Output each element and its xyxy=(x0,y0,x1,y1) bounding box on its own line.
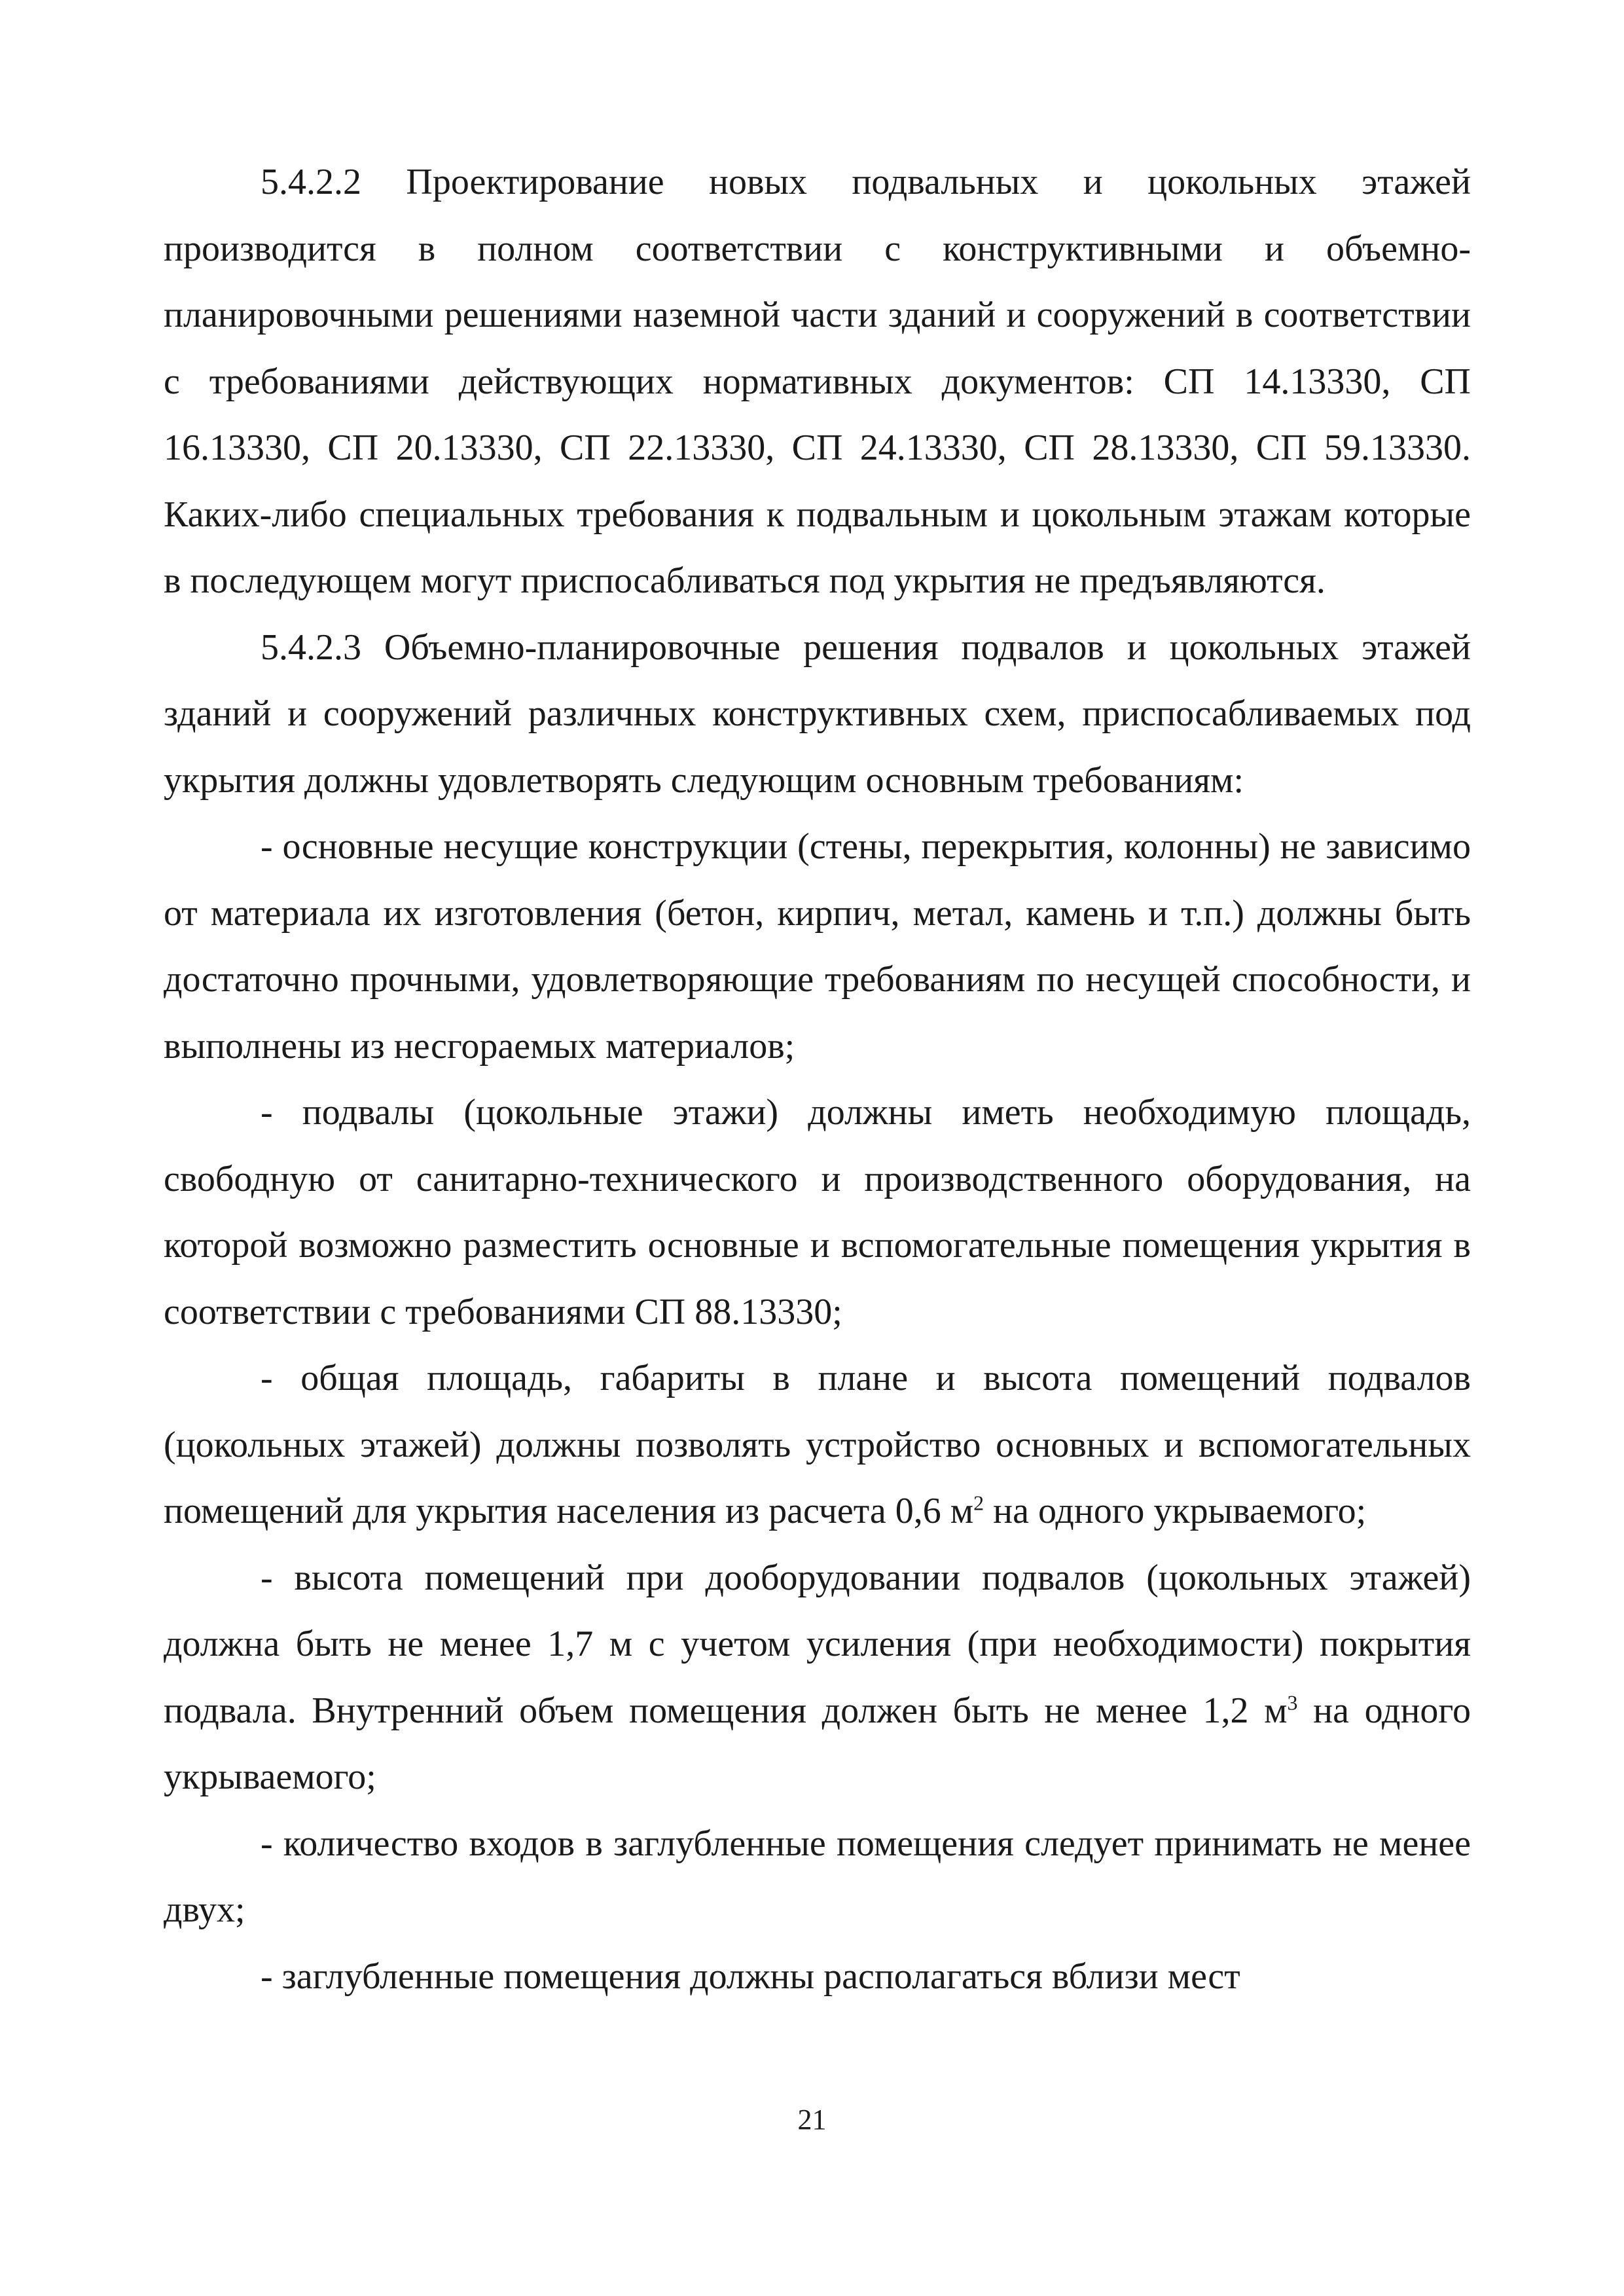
list-item-load-bearing-structures: - основные несущие конструкции (стены, перекрытия, колонны) не зависимо от материала их изготовления (бетон, кирпич, метал, камень и т.п.) должны быть достаточно прочными, удовлетворяющие требованиям по несущей способности, и выполнены из несгораемых материалов; xyxy=(164,826,1471,1066)
list-item-total-area xyxy=(164,1345,1471,1545)
list-item-basement-area: - подвалы (цокольные этажи) должны иметь необходимую площадь, свободную от санитарно-технического и производственного оборудования, на которой возможно разместить основные и вспомогательные помещения укрытия в соответствии с требованиями СП 88.13330; xyxy=(164,1092,1471,1332)
page-number: 21 xyxy=(797,2104,827,2136)
total-area-text: - общая площадь, габариты в плане и высота помещений подвалов (цокольных этажей) должны позволять устройство основных и вспомогательных помещений для укрытия населения из расчета 0,6 м xyxy=(164,1358,1471,1531)
room-height-text: - высота помещений при дооборудовании подвалов (цокольных этажей) должна быть не менее 1,7 м с учетом усиления (при необходимости) покрытия подвала. Внутренний объем помещения должен быть не менее 1,2 м xyxy=(164,1557,1471,1731)
superscript-cube: 3 xyxy=(1287,1690,1298,1714)
list-item-room-height xyxy=(164,1545,1471,1811)
list-item-entrances: - количество входов в заглубленные помещения следует принимать не менее двух; xyxy=(164,1823,1471,1930)
superscript-square: 2 xyxy=(973,1491,984,1515)
list-item-location: - заглубленные помещения должны располагаться вблизи мест xyxy=(261,1956,1240,1997)
paragraph-5-4-2-2: 5.4.2.2 Проектирование новых подвальных и цокольных этажей производится в полном соответствии с конструктивными и объемно-планировочными решениями наземной части зданий и сооружений в соответствии с требованиями действующих нормативных документов: СП 14.13330, СП 16.13330, СП 20.13330, СП 22.13330, СП 24.13330, СП 28.13330, СП 59.13330. Каких-либо специальных требования к подвальным и цокольным этажам которые в последующем могут приспосабливаться под укрытия не предъявляются. xyxy=(164,162,1471,601)
page-body xyxy=(164,149,1471,2010)
total-area-text-end: на одного укрываемого; xyxy=(984,1491,1367,1531)
paragraph-5-4-2-3: 5.4.2.3 Объемно-планировочные решения подвалов и цокольных этажей зданий и сооружений различных конструктивных схем, приспосабливаемых под укрытия должны удовлетворять следующим основным требованиям: xyxy=(164,627,1471,801)
room-height-text-end: на одного укрываемого; xyxy=(164,1690,1471,1797)
